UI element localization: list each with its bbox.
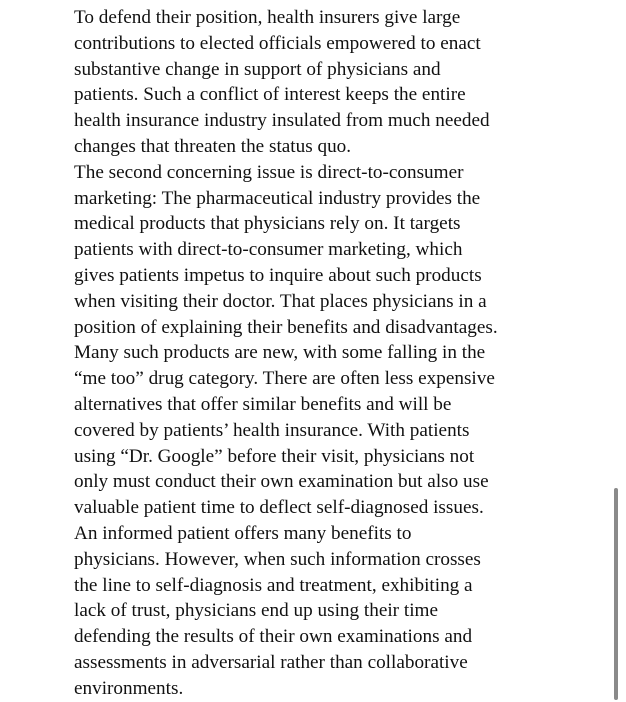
text-line: To defend their position, health insurers give large — [74, 7, 461, 28]
text-line: alternatives that offer similar benefits and will be — [74, 393, 452, 415]
vertical-scrollbar[interactable] — [612, 0, 620, 700]
text-line: “me too” drug category. There are often less expensive — [74, 368, 495, 390]
text-line: covered by patients’ health insurance. With patients — [74, 419, 470, 441]
text-line: lack of trust, physicians end up using their time — [74, 600, 438, 622]
text-line: when visiting their doctor. That places physicians in a — [74, 290, 487, 312]
text-line: the line to self-diagnosis and treatment, exhibiting a — [74, 574, 473, 596]
text-line: defending the results of their own examinations and — [74, 626, 473, 648]
text-line: substantive change in support of physicians and — [74, 58, 441, 80]
text-line: patients. Such a conflict of interest keeps the entire — [74, 84, 466, 106]
text-line: contributions to elected officials empowered to enact — [74, 32, 481, 54]
document-text — [74, 5, 564, 702]
text-line: position of explaining their benefits and disadvantages. — [74, 316, 498, 338]
text-line: assessments in adversarial rather than collaborative — [74, 651, 468, 673]
text-line: physicians. However, when such information crosses — [74, 548, 481, 570]
text-line: The second concerning issue is direct-to-consumer — [74, 161, 464, 183]
text-line: environments. — [74, 677, 184, 699]
text-line: valuable patient time to deflect self-diagnosed issues. — [74, 497, 484, 519]
text-line: gives patients impetus to inquire about such products — [74, 264, 482, 286]
text-line: An informed patient offers many benefits to — [74, 522, 412, 544]
text-line: patients with direct-to-consumer marketing, which — [74, 239, 463, 261]
text-line: Many such products are new, with some falling in the — [74, 342, 486, 364]
text-line: marketing: The pharmaceutical industry provides the — [74, 187, 481, 209]
text-line: using “Dr. Google” before their visit, physicians not — [74, 445, 475, 467]
text-line: changes that threaten the status quo. — [74, 135, 352, 157]
text-line: health insurance industry insulated from much needed — [74, 110, 490, 132]
scrollbar-thumb[interactable] — [614, 488, 618, 700]
text-line: only must conduct their own examination but also use — [74, 471, 489, 493]
text-line: medical products that physicians rely on. It targets — [74, 213, 461, 235]
